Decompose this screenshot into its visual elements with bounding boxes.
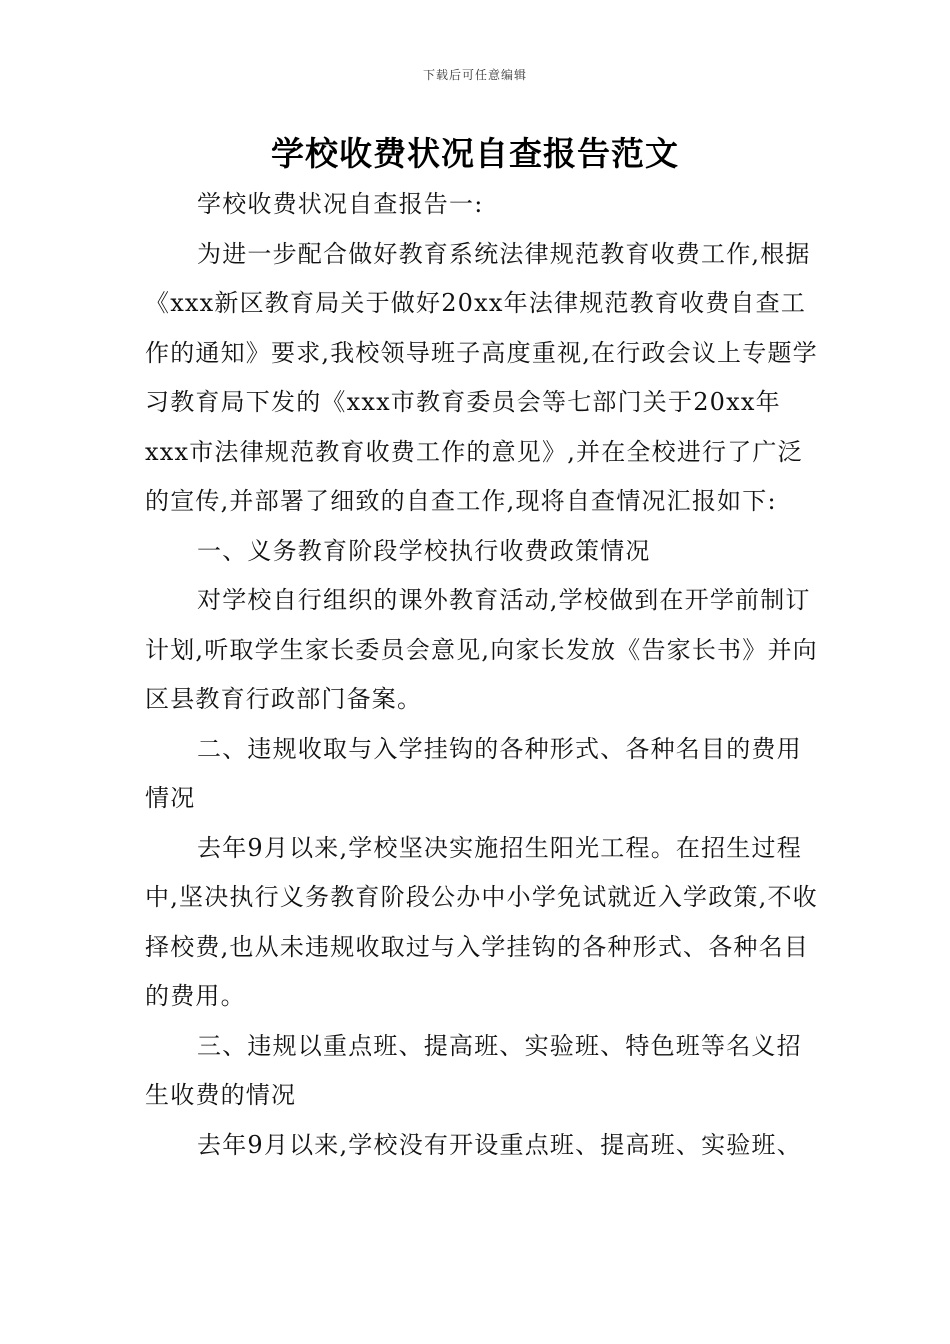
section-heading-2: 二、违规收取与入学挂钩的各种形式、各种名目的费用情况 bbox=[145, 734, 802, 812]
paragraph-section-3: 去年9月以来,学校没有开设重点班、提高班、实验班、 bbox=[197, 1130, 802, 1159]
document-title: 学校收费状况自查报告范文 bbox=[271, 134, 679, 173]
section-heading-3: 三、违规以重点班、提高班、实验班、特色班等名义招生收费的情况 bbox=[145, 1031, 802, 1109]
section-heading-1: 一、义务教育阶段学校执行收费政策情况 bbox=[197, 536, 651, 565]
paragraph-section-1: 对学校自行组织的课外教育活动,学校做到在开学前制订计划,听取学生家长委员会意见,向家长发放《告家长书》并向区县教育行政部门备案。 bbox=[145, 586, 818, 713]
paragraph-subtitle: 学校收费状况自查报告一: bbox=[197, 190, 484, 218]
document-body bbox=[145, 180, 825, 1170]
paragraph-section-2: 去年9月以来,学校坚决实施招生阳光工程。在招生过程中,坚决执行义务教育阶段公办中小学免试就近入学政策,不收择校费,也从未违规收取过与入学挂钩的各种形式、各种名目的费用。 bbox=[145, 833, 818, 1010]
paragraph-intro: 为进一步配合做好教育系统法律规范教育收费工作,根据《xxx新区教育局关于做好20xx年法律规范教育收费自查工作的通知》要求,我校领导班子高度重视,在行政会议上专题学习教育局下发的《xxx市教育委员会等七部门关于20xx年xxx市法律规范教育收费工作的意见》,并在全校进行了广泛的宣传,并部署了细致的自查工作,现将自查情况汇报如下: bbox=[145, 239, 818, 515]
header-note: 下载后可任意编辑 bbox=[422, 68, 527, 82]
